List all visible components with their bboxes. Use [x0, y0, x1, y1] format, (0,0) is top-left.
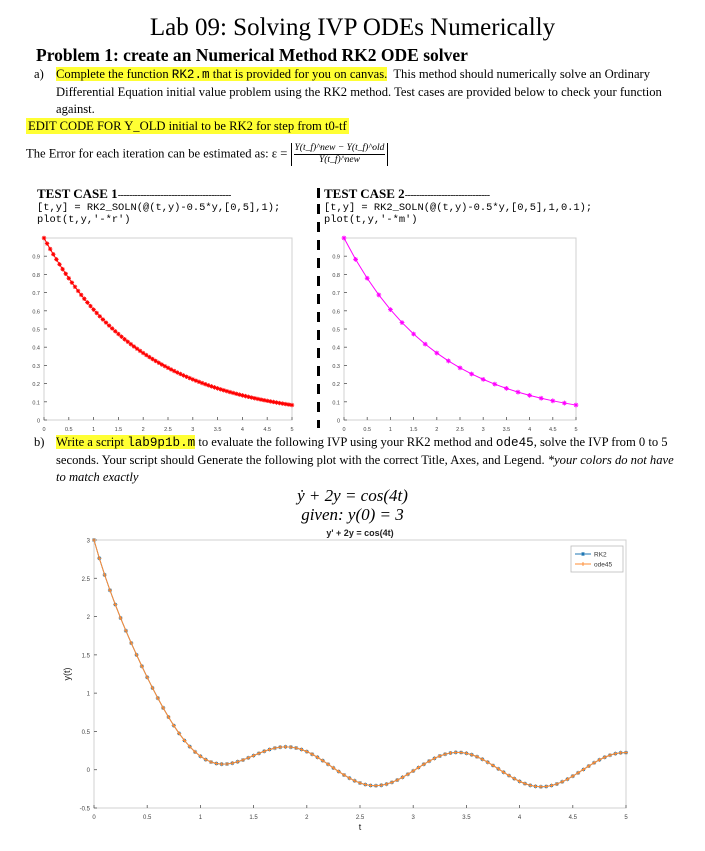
test-case-1-heading: TEST CASE 1----------------------------------------	[37, 186, 231, 201]
y-tick-label: 0.1	[32, 400, 40, 407]
x-tick-label: 4	[517, 815, 522, 821]
y-tick-label: 0.8	[32, 272, 40, 279]
chart-title: y' + 2y = cos(4t)	[326, 528, 394, 538]
data-point-marker	[240, 393, 244, 397]
x-tick-label: 3	[411, 815, 415, 821]
separator-segment	[317, 402, 320, 412]
data-point-marker	[446, 359, 451, 364]
data-point-marker	[70, 280, 74, 284]
legend-entry: RK2	[594, 551, 607, 559]
x-tick-label: 3.5	[462, 815, 471, 821]
y-tick-label: 0.3	[332, 363, 340, 370]
y-tick-label: 0.3	[32, 363, 40, 370]
x-tick-label: 4.5	[568, 815, 577, 821]
x-tick-label: 3	[481, 427, 485, 433]
x-tick-label: 5	[624, 815, 628, 821]
part-a-text	[56, 66, 674, 118]
x-tick-label: 2	[435, 427, 439, 433]
x-tick-label: 2.5	[355, 815, 365, 821]
data-point-marker	[250, 395, 254, 399]
part-a-highlight-post: that is provided for you on canvas.	[209, 67, 388, 81]
data-point-marker	[243, 394, 247, 398]
x-tick-label: 3.5	[213, 427, 222, 433]
test-case-1-code-line-1: [t,y] = RK2_SOLN(@(t,y)-0.5*y,[0,5],1);	[37, 202, 281, 214]
separator-segment	[317, 222, 320, 232]
y-tick-label: 3	[86, 538, 90, 545]
y-tick-label: 0	[336, 418, 340, 425]
part-b-label: b)	[34, 435, 45, 449]
part-a-label: a)	[34, 67, 44, 81]
x-tick-label: 1	[92, 427, 96, 433]
error-denominator: Y(t_f)^new	[318, 155, 360, 165]
y-axis-label: y(t)	[62, 667, 72, 681]
data-point-marker	[45, 241, 49, 245]
y-tick-label: 0.2	[32, 382, 40, 389]
problem-heading: Problem 1: create an Numerical Method RK2 ODE solver	[36, 45, 468, 65]
x-tick-label: 1.5	[249, 815, 258, 821]
data-point-marker	[79, 293, 83, 297]
data-point-marker	[73, 285, 77, 289]
error-text: The Error for each iteration can be estimated as: ε =	[26, 146, 288, 161]
test-case-2-code-line-1: [t,y] = RK2_SOLN(@(t,y)-0.5*y,[0,5],1,0.1);	[324, 202, 593, 214]
plot-area	[94, 540, 626, 808]
y-tick-label: 0.4	[332, 345, 340, 352]
ode-equation: ẏ + 2y = cos(4t)	[297, 486, 408, 505]
data-point-marker	[342, 236, 347, 241]
ode45-code: ode45	[495, 436, 534, 450]
data-point-marker	[253, 396, 257, 400]
part-b-highlight	[56, 435, 195, 449]
x-tick-label: 2.5	[164, 427, 172, 433]
y-tick-label: 0.2	[332, 382, 340, 389]
script-file-code: lab9p1b.m	[127, 436, 196, 450]
y-tick-label: -0.5	[79, 806, 90, 813]
data-point-marker	[504, 386, 509, 391]
data-point-marker	[388, 307, 393, 312]
data-point-marker	[259, 397, 263, 401]
error-estimate	[26, 143, 388, 166]
ivp-solution-plot	[50, 524, 650, 846]
page-title: Lab 09: Solving IVP ODEs Numerically	[149, 14, 556, 41]
part-a	[34, 66, 674, 118]
separator-segment	[317, 204, 320, 214]
separator-segment	[317, 312, 320, 322]
x-tick-label: 1.5	[409, 427, 418, 433]
plot-area	[44, 238, 292, 420]
y-tick-label: 0.4	[32, 345, 40, 352]
separator-segment	[317, 188, 320, 198]
x-tick-label: 2	[141, 427, 145, 433]
x-tick-label: 3	[191, 427, 195, 433]
x-tick-label: 2	[305, 815, 309, 821]
data-point-marker	[234, 392, 238, 396]
part-b-note: *your colors do not have to match exactly	[56, 453, 674, 484]
initial-condition: given: y(0) = 3	[301, 505, 404, 524]
part-b-script-prefix: Write a script	[56, 435, 128, 449]
data-point-marker	[290, 403, 294, 407]
x-tick-label: 5	[290, 427, 294, 433]
x-tick-label: 4	[528, 427, 532, 433]
x-tick-label: 3.5	[502, 427, 511, 433]
separator-segment	[317, 294, 320, 304]
x-tick-label: 0	[342, 427, 346, 433]
separator-segment	[317, 420, 320, 428]
x-tick-label: 0.5	[143, 815, 152, 821]
y-tick-label: 0.1	[332, 400, 340, 407]
data-point-marker	[64, 272, 68, 276]
data-point-marker	[91, 307, 95, 311]
separator-segment	[317, 330, 320, 340]
x-tick-label: 4.5	[548, 427, 557, 433]
test-case-1-code-line-2: plot(t,y,'-*r')	[37, 214, 131, 226]
data-point-marker	[135, 347, 139, 351]
error-fraction	[291, 143, 389, 166]
y-tick-label: 0.7	[332, 291, 340, 298]
data-point-marker	[516, 390, 521, 395]
y-tick-label: 0.9	[32, 254, 40, 261]
x-tick-label: 0	[92, 815, 96, 821]
test-case-1-dashes: ----------------------------------------	[117, 190, 231, 201]
y-tick-label: 0.6	[332, 309, 340, 316]
y-tick-label: 0.9	[332, 254, 340, 261]
data-point-marker	[228, 390, 232, 394]
y-tick-label: 0.5	[81, 729, 90, 736]
data-point-marker	[574, 403, 579, 408]
data-point-marker	[82, 297, 86, 301]
y-tick-label: 1.5	[81, 653, 90, 660]
y-tick-label: 2	[86, 615, 90, 622]
test-case-2-dashes: ------------------------------	[404, 190, 490, 201]
x-tick-label: 4.5	[263, 427, 272, 433]
plot-area	[344, 238, 576, 420]
y-tick-label: 2.5	[81, 576, 90, 583]
x-tick-label: 1	[198, 815, 203, 821]
error-numerator: Y(t_f)^new − Y(t_f)^old	[294, 143, 385, 153]
data-point-marker	[48, 247, 52, 251]
y-tick-label: 0.8	[332, 272, 340, 279]
legend-entry: ode45	[594, 561, 613, 569]
part-a-highlight-pre: Complete the function	[56, 67, 172, 81]
x-tick-label: 0.5	[363, 427, 372, 433]
separator-segment	[317, 276, 320, 286]
y-tick-label: 1	[86, 691, 90, 698]
part-a-body: This method should numerically solve an Ordinary Differential Equation initial value problem using the RK2 method. Test cases are provided below to check your function against.	[56, 67, 662, 116]
data-point-marker	[469, 372, 474, 377]
x-tick-label: 1.5	[114, 427, 123, 433]
data-point-marker	[67, 276, 71, 280]
x-tick-label: 2.5	[456, 427, 464, 433]
data-point-marker	[225, 389, 229, 393]
x-tick-label: 4	[240, 427, 244, 433]
separator-segment	[317, 258, 320, 268]
y-tick-label: 0.7	[32, 291, 40, 298]
x-tick-label: 0.5	[64, 427, 73, 433]
y-tick-label: 0.6	[32, 309, 40, 316]
data-point-marker	[246, 395, 250, 399]
x-tick-label: 5	[574, 427, 578, 433]
test-case-1-plot	[22, 226, 302, 434]
part-a-highlight	[56, 67, 387, 81]
test-case-2-code-line-2: plot(t,y,'-*m')	[324, 214, 418, 226]
separator-segment	[317, 366, 320, 376]
x-axis-label: t	[358, 822, 362, 832]
y-tick-label: 0	[86, 768, 90, 775]
x-tick-label: 1	[388, 427, 392, 433]
part-b-text	[56, 434, 674, 486]
data-point-marker	[141, 351, 145, 355]
edit-note: EDIT CODE FOR Y_OLD initial to be RK2 for step from t0-tf	[28, 119, 347, 133]
test-case-2-heading: TEST CASE 2------------------------------	[324, 186, 490, 201]
y-tick-label: 0.5	[32, 327, 40, 334]
part-b	[34, 434, 674, 486]
part-b-text-2: , solve the IVP from 0 to 5 seconds. Your script should Generate the following plot with the correct Title, Axes, and Legend.	[56, 435, 668, 467]
x-tick-label: 0	[42, 427, 46, 433]
separator-segment	[317, 348, 320, 358]
y-tick-label: 0	[36, 418, 40, 425]
data-point-marker	[88, 304, 92, 308]
separator-segment	[317, 240, 320, 250]
part-b-text-1: to evaluate the following IVP using your RK2 method and	[195, 435, 496, 449]
test-case-2-plot	[322, 226, 587, 434]
separator-segment	[317, 384, 320, 394]
data-point-marker	[132, 344, 136, 348]
data-point-marker	[85, 300, 89, 304]
rk2-file-code: RK2.m	[171, 68, 210, 82]
data-point-marker	[353, 257, 358, 262]
data-point-marker	[76, 289, 80, 293]
y-tick-label: 0.5	[332, 327, 340, 334]
data-point-marker	[400, 320, 405, 325]
data-point-marker	[129, 342, 133, 346]
data-point-marker	[42, 236, 46, 240]
